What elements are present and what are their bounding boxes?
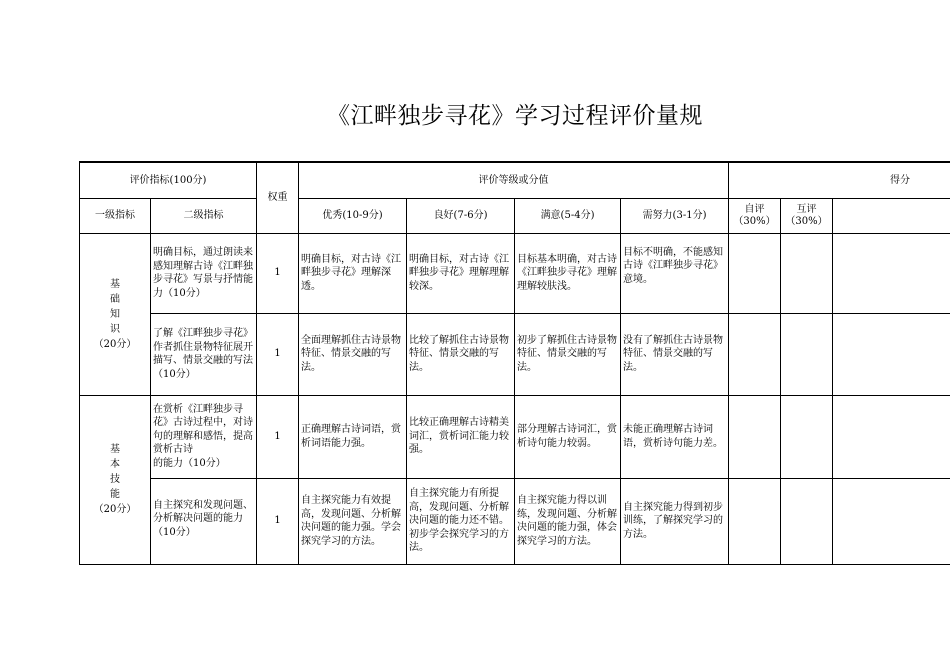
weight-cell: 1 <box>257 233 299 313</box>
header-satisfied: 满意(5-4分) <box>515 198 621 233</box>
excellent-cell: 全面理解抓住古诗景物特征、情景交融的写法。 <box>299 313 407 395</box>
header-improve: 需努力(3-1分) <box>621 198 729 233</box>
header-levels: 评价等级或分值 <box>299 162 729 198</box>
header-excellent: 优秀(10-9分) <box>299 198 407 233</box>
score-cell[interactable] <box>833 313 950 395</box>
improve-cell: 没有了解抓住古诗景物特征、情景交融的写法。 <box>621 313 729 395</box>
header-score: 得分 <box>729 162 950 198</box>
header-level2: 二级指标 <box>151 198 257 233</box>
peer-eval-cell[interactable] <box>781 233 833 313</box>
satisfied-cell: 初步了解抓住古诗景物特征、情景交融的写法。 <box>515 313 621 395</box>
table-row <box>80 478 950 564</box>
weight-cell: 1 <box>257 478 299 564</box>
peer-eval-cell[interactable] <box>781 395 833 478</box>
improve-cell: 自主探究能力得到初步训练，了解探究学习的方法。 <box>621 478 729 564</box>
section-label-basic-skills: 基 本 技 能 （20分） <box>80 395 151 564</box>
satisfied-cell: 目标基本明确，对古诗《江畔独步寻花》理解理解较肤浅。 <box>515 233 621 313</box>
good-cell: 比较正确理解古诗精美词汇，赏析词汇能力较强。 <box>407 395 515 478</box>
self-eval-cell[interactable] <box>729 233 781 313</box>
header-good: 良好(7-6分) <box>407 198 515 233</box>
excellent-cell: 明确目标，对古诗《江畔独步寻花》理解深透。 <box>299 233 407 313</box>
improve-cell: 未能正确理解古诗词语，赏析诗句能力差。 <box>621 395 729 478</box>
level2-cell: 明确目标，通过朗读来感知理解古诗《江畔独步寻花》写景与抒情能力（10分） <box>151 233 257 313</box>
improve-cell: 目标不明确，不能感知古诗《江畔独步寻花》意境。 <box>621 233 729 313</box>
good-cell: 明确目标，对古诗《江畔独步寻花》理解理解较深。 <box>407 233 515 313</box>
score-cell[interactable] <box>833 478 950 564</box>
weight-cell: 1 <box>257 313 299 395</box>
score-cell[interactable] <box>833 233 950 313</box>
page-title: 《江畔独步寻花》学习过程评价量规 <box>327 103 703 129</box>
section-label-basic-knowledge: 基 础 知 识 （20分） <box>80 233 151 395</box>
good-cell: 比较了解抓住古诗景物特征、情景交融的写法。 <box>407 313 515 395</box>
level2-cell: 在赏析《江畔独步寻花》古诗过程中，对诗句的理解和感悟，提高赏析古诗 的能力（10分） <box>151 395 257 478</box>
satisfied-cell: 自主探究能力得以训练，发现问题、分析解决问题的能力强，体会探究学习的方法。 <box>515 478 621 564</box>
header-row-1 <box>80 162 950 198</box>
excellent-cell: 自主探究能力有效提高，发现问题、分析解决问题的能力强。学会探究学习的方法。 <box>299 478 407 564</box>
header-level1: 一级指标 <box>80 198 151 233</box>
self-eval-cell[interactable] <box>729 313 781 395</box>
good-cell: 自主探究能力有所提高，发现问题、分析解决问题的能力还不错。初步学会探究学习的方法。 <box>407 478 515 564</box>
satisfied-cell: 部分理解古诗词汇，赏析诗句能力较弱。 <box>515 395 621 478</box>
self-eval-cell[interactable] <box>729 478 781 564</box>
evaluation-rubric-sheet <box>79 161 950 566</box>
score-cell[interactable] <box>833 395 950 478</box>
header-self-eval: 自评 （30%） <box>729 198 781 233</box>
self-eval-cell[interactable] <box>729 395 781 478</box>
header-weight: 权重 <box>257 162 299 233</box>
header-empty-cell <box>833 198 950 233</box>
header-indicator: 评价指标(100分) <box>80 162 257 198</box>
level2-cell: 了解《江畔独步寻花》作者抓住景物特征展开描写、情景交融的写法（10分） <box>151 313 257 395</box>
rubric-table <box>79 161 950 565</box>
peer-eval-cell[interactable] <box>781 478 833 564</box>
table-row <box>80 233 950 313</box>
table-row <box>80 313 950 395</box>
table-row <box>80 395 950 478</box>
header-peer-eval: 互评 （30%） <box>781 198 833 233</box>
weight-cell: 1 <box>257 395 299 478</box>
header-row-2 <box>80 198 950 233</box>
level2-cell: 自主探究和发现问题、分析解决问题的能力（10分） <box>151 478 257 564</box>
peer-eval-cell[interactable] <box>781 313 833 395</box>
excellent-cell: 正确理解古诗词语，赏析词语能力强。 <box>299 395 407 478</box>
